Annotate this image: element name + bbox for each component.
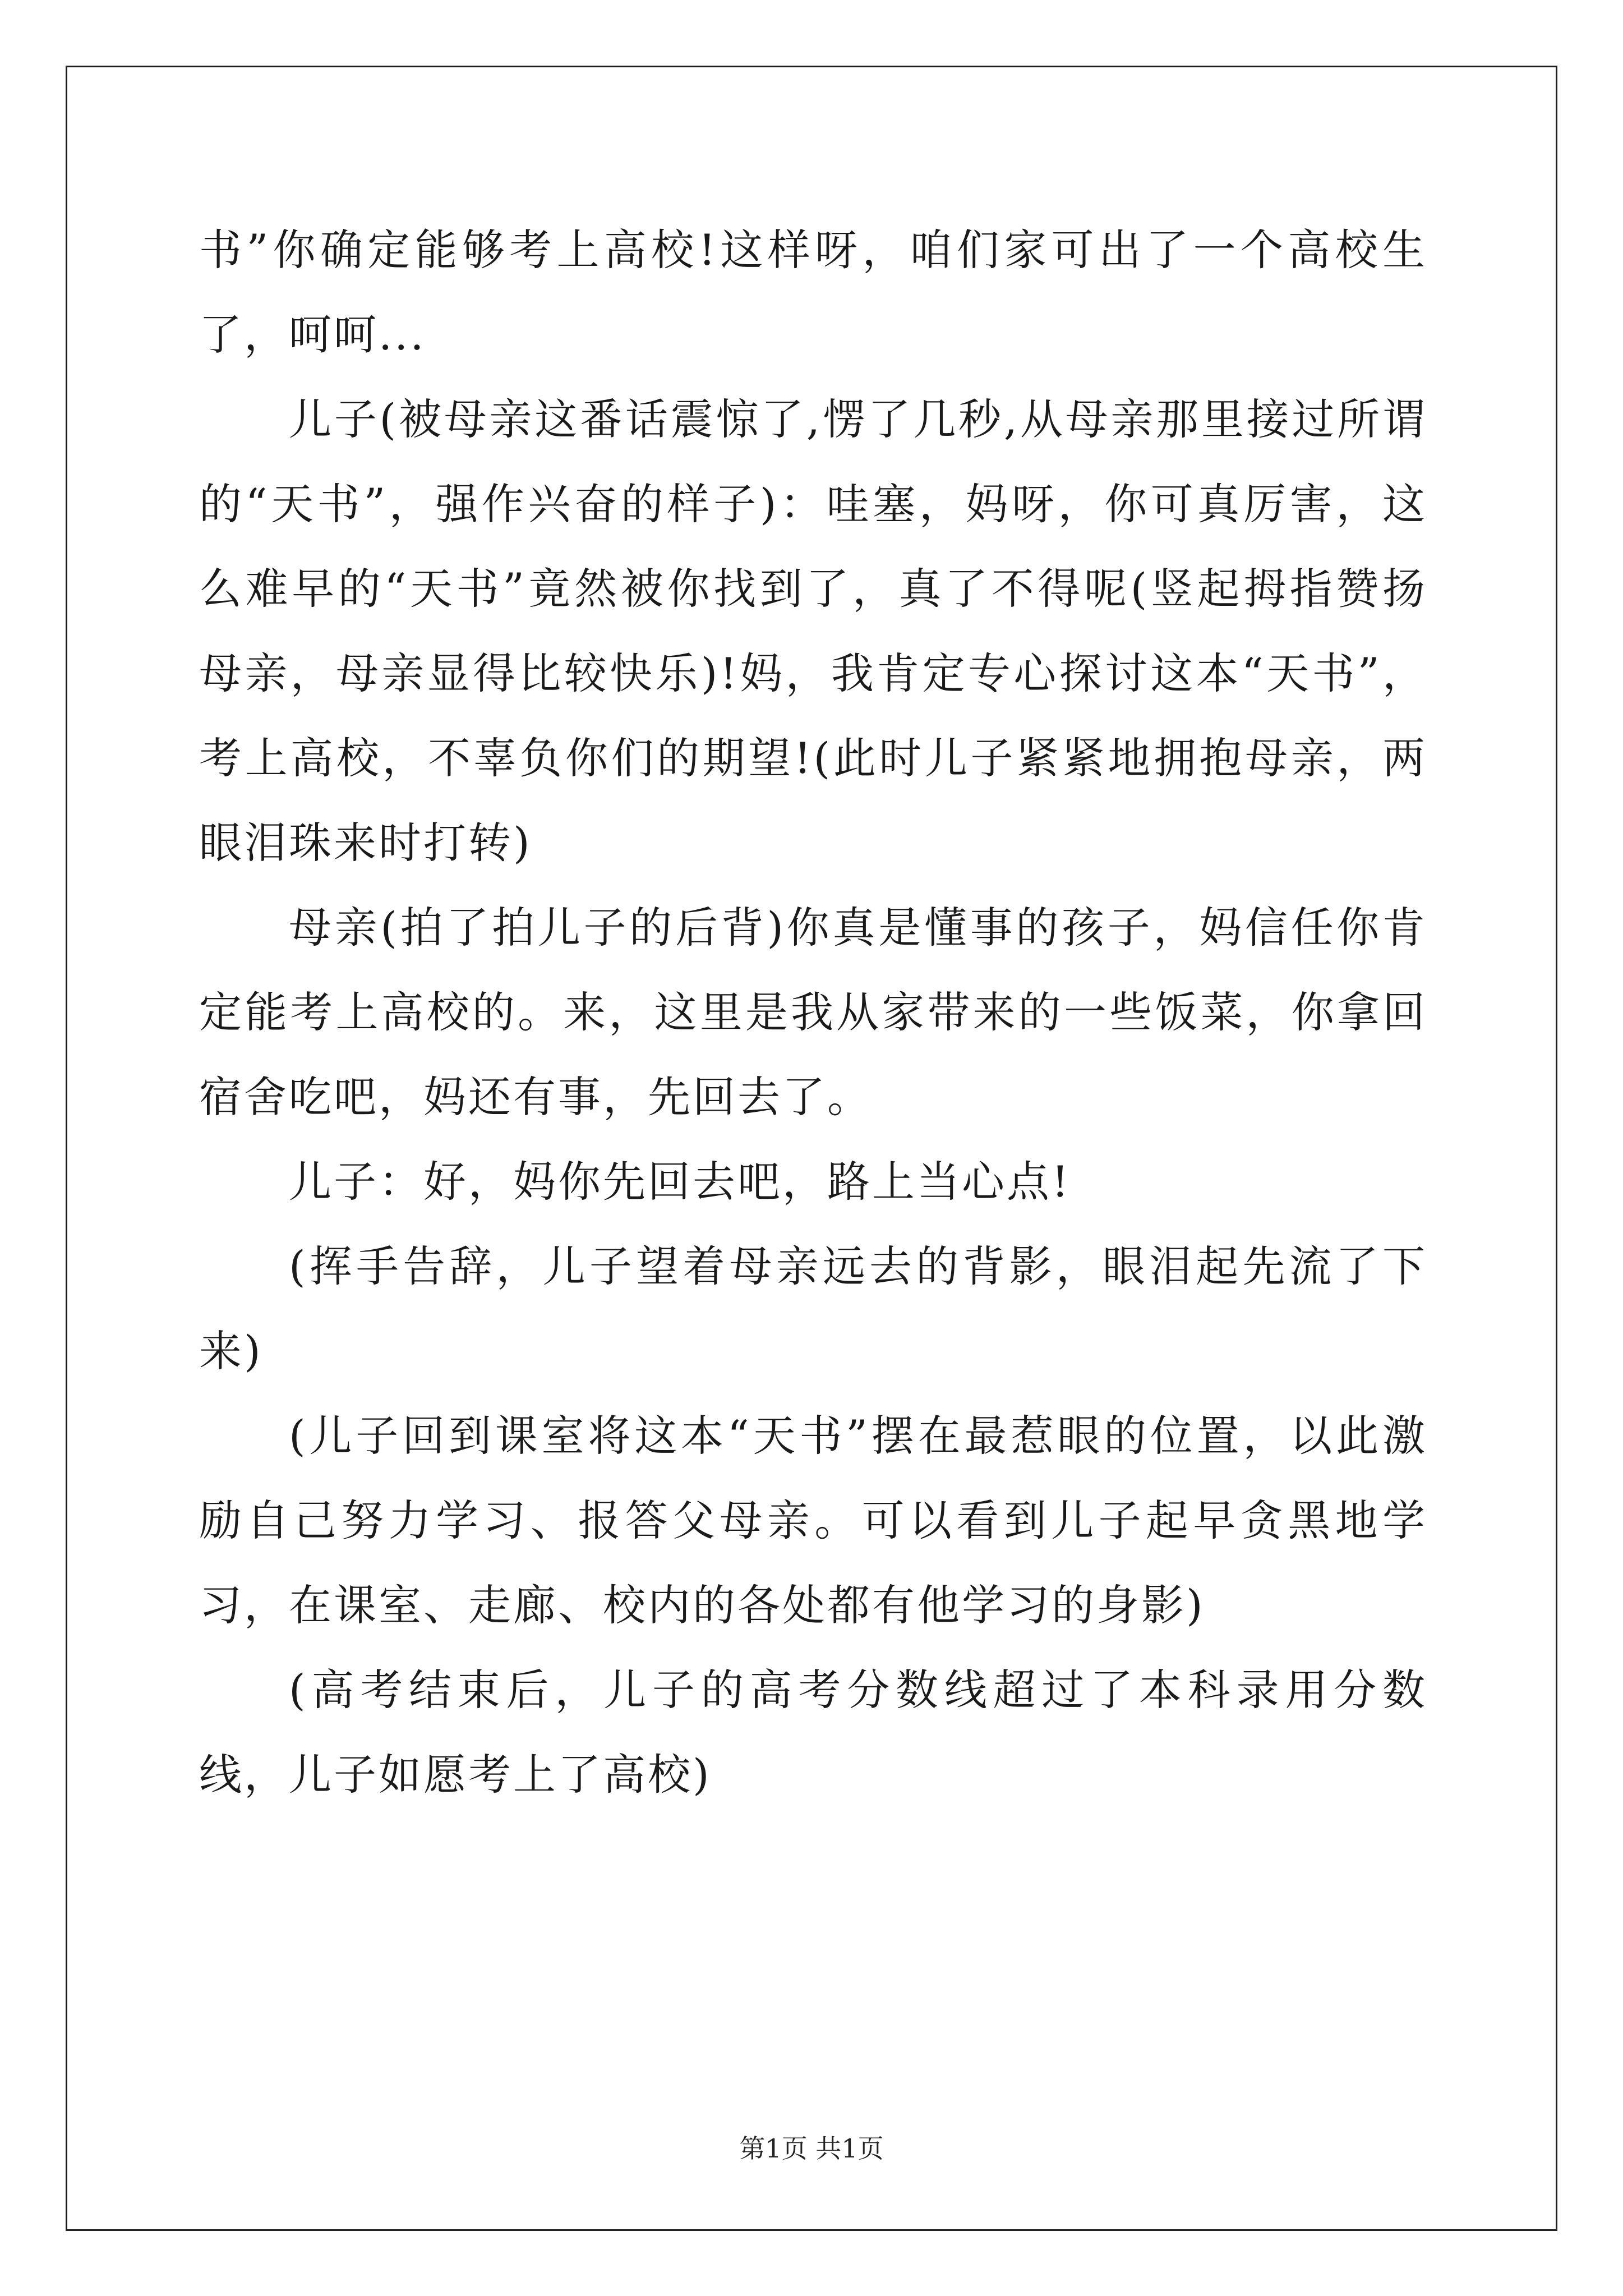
paragraph-5: (挥手告辞，儿子望着母亲远去的背影，眼泪起先流了下来) (199, 1241, 1427, 1376)
paragraph-6: (儿子回到课室将这本“天书”摆在最惹眼的位置，以此激励自己努力学习、报答父母亲。可以看到儿子起早贪黑地学习，在课室、走廊、校内的各处都有他学习的身影) (199, 1411, 1427, 1630)
paragraph-7: (高考结束后，儿子的高考分数线超过了本科录用分数线，儿子如愿考上了高校) (199, 1665, 1427, 1800)
document-body (199, 208, 1427, 1817)
paragraph-3: 母亲(拍了拍儿子的后背)你真是懂事的孩子，妈信任你肯定能考上高校的。来，这里是我从家带来的一些饭菜，你拿回宿舍吃吧，妈还有事，先回去了。 (199, 903, 1427, 1122)
page-number-footer: 第1页 共1页 (739, 2133, 884, 2164)
paragraph-1: 书”你确定能够考上高校!这样呀，咱们家可出了一个高校生了，呵呵... (199, 225, 1427, 360)
paragraph-2: 儿子(被母亲这番话震惊了,愣了几秒,从母亲那里接过所谓的“天书”，强作兴奋的样子)：哇塞，妈呀，你可真厉害，这么难早的“天书”竟然被你找到了，真了不得呢(竖起拇指赞扬母亲，母亲显得比较快乐)!妈，我肯定专心探讨这本“天书”，考上高校，不辜负你们的期望!(此时儿子紧紧地拥抱母亲，两眼泪珠来时打转) (199, 394, 1427, 868)
paragraph-4: 儿子：好，妈你先回去吧，路上当心点! (289, 1157, 1071, 1207)
